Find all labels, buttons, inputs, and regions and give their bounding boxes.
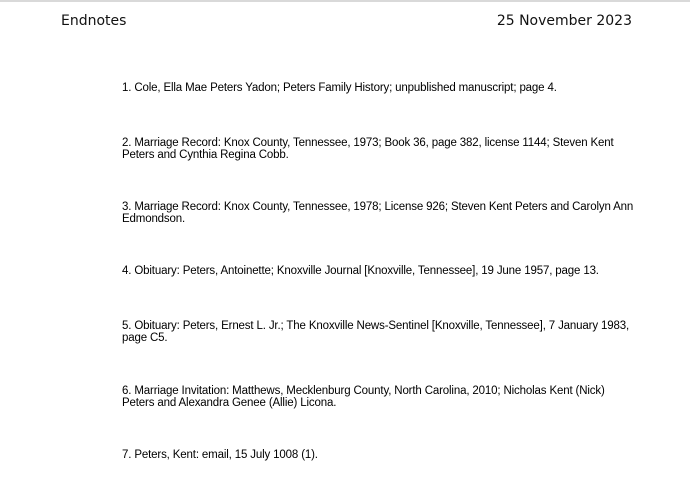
- endnote-1: 1. Cole, Ella Mae Peters Yadon; Peters Family History; unpublished manuscript; page 4.: [122, 82, 557, 94]
- page-date: 25 November 2023: [496, 13, 632, 29]
- endnote-7: 7. Peters, Kent: email, 15 July 1008 (1).: [122, 449, 318, 461]
- endnote-2: 2. Marriage Record: Knox County, Tennessee, 1973; Book 36, page 382, license 1144; Steven Kent Peters and Cynthia Regina Cobb.: [122, 137, 614, 161]
- endnote-4: 4. Obituary: Peters, Antoinette; Knoxville Journal [Knoxville, Tennessee], 19 June 1957, page 13.: [122, 265, 599, 277]
- top-divider: [0, 0, 690, 2]
- endnote-3: 3. Marriage Record: Knox County, Tennessee, 1978; License 926; Steven Kent Peters and Carolyn Ann Edmondson.: [122, 201, 634, 225]
- endnote-5: 5. Obituary: Peters, Ernest L. Jr.; The Knoxville News-Sentinel [Knoxville, Tennessee], 7 January 1983, page C5.: [122, 320, 630, 344]
- endnote-6: 6. Marriage Invitation: Matthews, Mecklenburg County, North Carolina, 2010; Nicholas Kent (Nick) Peters and Alexandra Genee (Allie) Licona.: [122, 385, 605, 409]
- page-title: Endnotes: [61, 13, 127, 29]
